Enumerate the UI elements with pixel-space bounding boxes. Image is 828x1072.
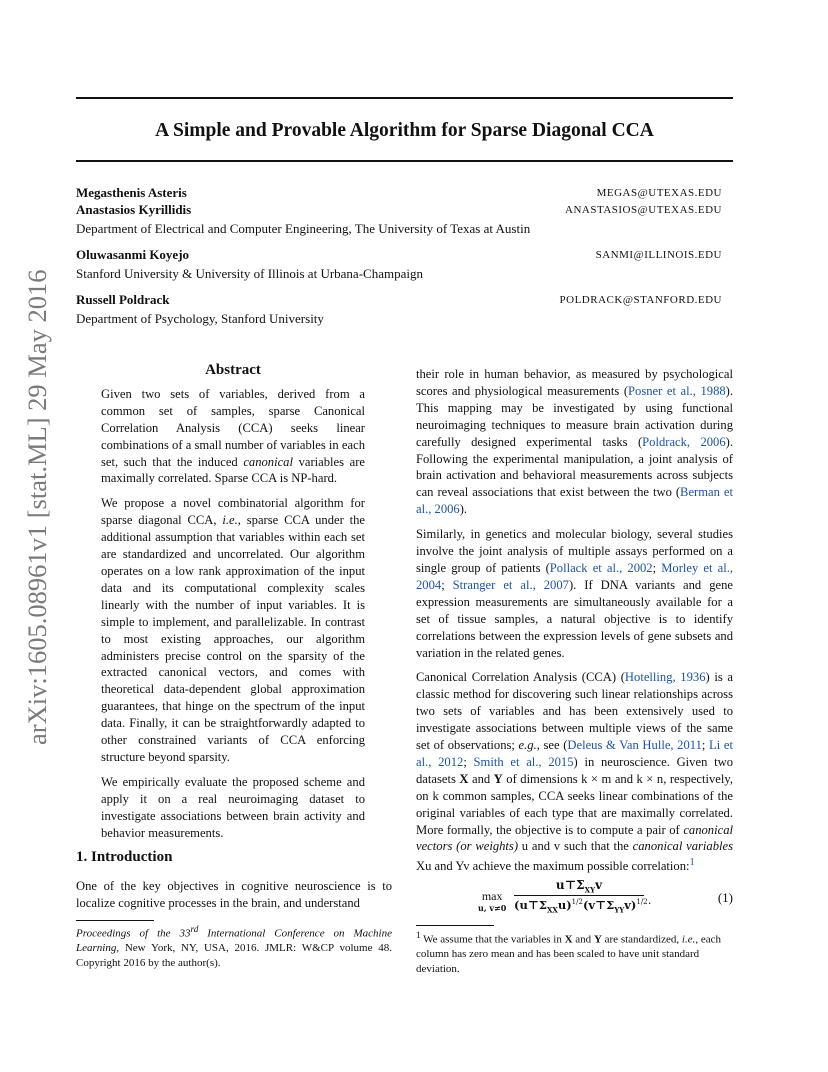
section-heading-introduction: 1. Introduction (76, 849, 173, 865)
footnote-rule (416, 925, 494, 926)
citation-link[interactable]: Hotelling, 1936 (624, 670, 706, 685)
affiliation: Department of Psychology, Stanford University (76, 311, 324, 326)
author-name: Megasthenis Asteris (76, 185, 187, 200)
author-email[interactable]: SANMI@ILLINOIS.EDU (595, 249, 722, 261)
title-bottom-rule (76, 160, 733, 162)
citation-link[interactable]: Smith et al., 2015 (473, 754, 574, 769)
citation-link[interactable]: Berman et al., 2006 (416, 485, 733, 517)
citation-link[interactable]: Stranger et al., 2007 (452, 577, 569, 592)
intro-continued (416, 366, 733, 883)
paper-title: A Simple and Provable Algorithm for Sparse Diagonal CCA (155, 120, 654, 141)
equation-fraction: $u⊤\Sigma_{XY}v$ $(u⊤\Sigma_{XX}u)^{1/2}(v⊤\Sigma_{YY}v)^{1/2}$ (514, 878, 648, 915)
affiliation: Stanford University & University of Illinois at Urbana-Champaign (76, 266, 423, 281)
equation-1 (416, 878, 733, 918)
body-paragraph: Canonical Correlation Analysis (CCA) (Hotelling, 1936) is a classic method for discovering such linear relationships across two sets of variables and has been extensively used to investigate associations between multiple views of the same set of observations; e.g., see (Deleus & Van Hulle, 2011; Li et al., 2012; Smith et al., 2015) in neuroscience. Given two datasets X and Y of dimensions k × m and k × n, respectively, on k common samples, CCA seeks linear combinations of the original variables of each type that are maximally correlated. More formally, the objective is to compute a pair of canonical vectors (or weights) u and v such that the canonical variables Xu and Yv achieve the maximum possible correlation:$^1$ (416, 670, 734, 874)
author-email[interactable]: ANASTASIOS@UTEXAS.EDU (565, 204, 722, 216)
citation-link[interactable]: Deleus & Van Hulle, 2011 (567, 738, 702, 753)
arxiv-stamp: arXiv:1605.08961v1 [stat.ML] 29 May 2016 (22, 269, 52, 745)
citation-link[interactable]: Morley et al., 2004 (416, 560, 733, 592)
equation-max: max u, v≠0 (478, 889, 507, 913)
intro-paragraph: One of the key objectives in cognitive neuroscience is to localize cognitive processes in the brain, and understand (76, 879, 392, 910)
footnote: $^1$ We assume that the variables in X and Y are standardized, i.e., each column has zero mean and has been scaled to have unit standard deviation. (416, 930, 722, 975)
body-paragraph: their role in human behavior, as measured by psychological scores and physiological measurements (Posner et al., 1988). This mapping may be investigated by using functional neuroimaging techniques to measure brain activation during carefully designed experimental tasks (Poldrack, 2006). Following the experimental manipulation, a joint analysis of brain activation and behavioral measurements across subjects can reveal associations that exist between the two (Berman et al., 2006). (416, 367, 734, 517)
abstract-paragraph: We propose a novel combinatorial algorithm for sparse diagonal CCA, i.e., sparse CCA under the additional assumption that variables within each set are standardized and uncorrelated. Our algorithm operates on a low rank approximation of the input data and its computational complexity scales linearly with the number of input variables. It is simple to implement, and parallelizable. In contrast to most existing approaches, our algorithm administers precise control on the sparsity of the extracted canonical vectors, and comes with theoretical data-dependent global approximation guarantees, that hinge on the spectrum of the input data. Finally, it can be straightforwardly adapted to other constrained variants of CCA enforcing structure beyond sparsity. (101, 496, 365, 764)
top-rule (76, 97, 733, 99)
author-name: Oluwasanmi Koyejo (76, 247, 190, 262)
citation-link[interactable]: Posner et al., 1988 (628, 383, 726, 398)
abstract-paragraph: Given two sets of variables, derived from a common set of samples, sparse Canonical Correlation Analysis (CCA) seeks linear combinations of a small number of variables in each set, such that the induced canonical variables are maximally correlated. Sparse CCA is NP-hard. (101, 386, 365, 486)
abstract (101, 362, 365, 849)
footnote-marker[interactable]: 1 (689, 857, 695, 869)
body-paragraph: Similarly, in genetics and molecular biology, several studies involve the joint analysis of multiple assays performed on a single group of patients (Pollack et al., 2002; Morley et al., 2004; Stranger et al., 2007). If DNA variants and gene expression measurements are simultaneously available for a set of tissue samples, a natural objective is to identify correlations between the expression levels of gene subsets and variation in the related genes. (416, 527, 733, 660)
author-name: Anastasios Kyrillidis (76, 202, 192, 217)
author-email[interactable]: POLDRACK@STANFORD.EDU (559, 294, 722, 306)
abstract-paragraph: We empirically evaluate the proposed scheme and apply it on a real neuroimaging dataset to investigate associations between brain activity and behavior measurements. (101, 774, 365, 840)
abstract-heading: Abstract (205, 362, 261, 378)
author-name: Russell Poldrack (76, 292, 170, 307)
equation-number: (1) (717, 890, 733, 905)
citation-link[interactable]: Li et al., 2012 (416, 738, 733, 769)
equation-period: . (648, 892, 652, 907)
proceedings-note: Proceedings of the 33rd International Conference on Machine Learning, New York, NY, USA, 2016. JMLR: W&CP volume 48. Copyright 2016 by the author(s). (76, 924, 392, 969)
citation-link[interactable]: Pollack et al., 2002 (549, 560, 653, 575)
citation-link[interactable]: Poldrack, 2006 (642, 434, 726, 449)
footnote-rule (76, 920, 154, 921)
affiliation: Department of Electrical and Computer Engineering, The University of Texas at Austin (76, 221, 531, 236)
author-email[interactable]: MEGAS@UTEXAS.EDU (596, 187, 722, 199)
